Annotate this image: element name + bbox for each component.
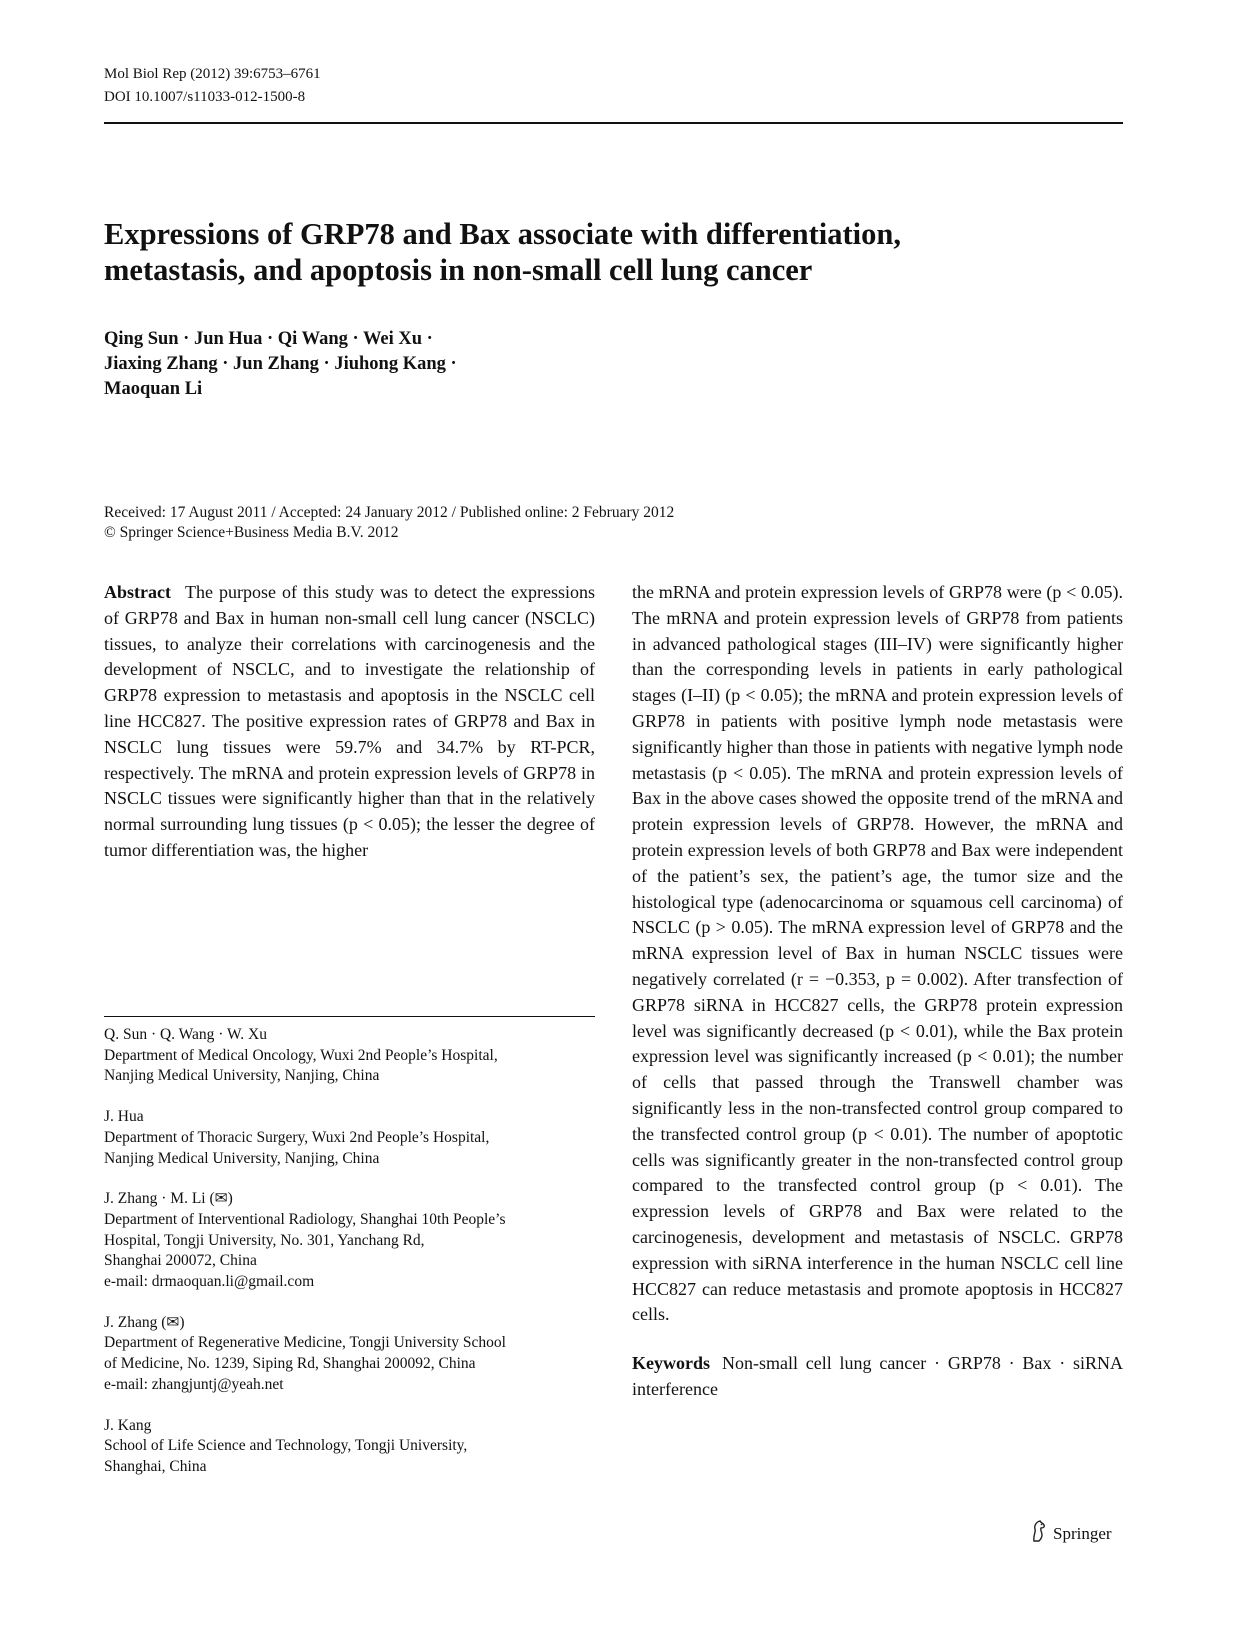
title-line-2: metastasis, and apoptosis in non-small cell lung cancer: [104, 253, 813, 287]
affiliation-line: Nanjing Medical University, Nanjing, China: [104, 1067, 380, 1085]
affiliation-line: e-mail: zhangjuntj@yeah.net: [104, 1375, 284, 1393]
keywords-text: Non-small cell lung cancer · GRP78 · Bax · siRNA interference: [632, 1353, 1123, 1399]
abstract-text-left: The purpose of this study was to detect the expressions of GRP78 and Bax in human non-small cell lung cancer (NSCLC) tissues, to analyze their correlations with carcinogenesis and the development of NSCLC, and to investigate the relationship of GRP78 expression to metastasis and apoptosis in the NSCLC cell line HCC827. The positive expression rates of GRP78 and Bax in NSCLC lung tissues were 59.7% and 34.7% by RT-PCR, respectively. The mRNA and protein expression levels of GRP78 in NSCLC tissues were significantly higher than that in the relatively normal surrounding lung tissues (p < 0.05); the lesser the degree of tumor differentiation was, the higher: [104, 582, 595, 860]
springer-logo: [1030, 1520, 1112, 1547]
affiliation-authors: J. Zhang · M. Li (✉): [104, 1190, 233, 1208]
abstract-left-column: [104, 580, 595, 864]
title-line-1: Expressions of GRP78 and Bax associate with differentiation,: [104, 217, 901, 251]
affiliation-line: Department of Medical Oncology, Wuxi 2nd People’s Hospital,: [104, 1046, 498, 1064]
affiliation-block: [104, 1313, 595, 1396]
affiliation-line: Department of Thoracic Surgery, Wuxi 2nd People’s Hospital,: [104, 1128, 490, 1146]
copyright-line: © Springer Science+Business Media B.V. 2012: [104, 524, 399, 541]
affiliations: [104, 1025, 595, 1498]
authors-line-1: Qing Sun · Jun Hua · Qi Wang · Wei Xu ·: [104, 329, 433, 349]
author-list: [104, 327, 804, 402]
affiliation-line: e-mail: drmaoquan.li@gmail.com: [104, 1273, 315, 1291]
keywords-label: Keywords: [632, 1353, 710, 1374]
affiliation-block: [104, 1107, 595, 1169]
affiliation-line: of Medicine, No. 1239, Siping Rd, Shanghai 200092, China: [104, 1355, 476, 1373]
affiliation-block: [104, 1416, 595, 1478]
affiliation-line: Department of Regenerative Medicine, Tongji University School: [104, 1334, 506, 1352]
doi: DOI 10.1007/s11033-012-1500-8: [104, 89, 306, 105]
abstract-text-right: the mRNA and protein expression levels of GRP78 were (p < 0.05). The mRNA and protein expression levels of GRP78 from patients in advanced pathological stages (III–IV) were significantly higher than the corresponding levels in patients in early pathological stages (I–II) (p < 0.05); the mRNA and protein expression levels of GRP78 in patients with positive lymph node metastasis were significantly higher than those in patients with negative lymph node metastasis (p < 0.05). The mRNA and protein expression levels of Bax in the above cases showed the opposite trend of the mRNA and protein expression levels of GRP78. However, the mRNA and protein expression levels of both GRP78 and Bax were independent of the patient’s sex, the patient’s age, the tumor size and the histological type (adenocarcinoma or squamous cell carcinoma) of NSCLC (p > 0.05). The mRNA expression level of GRP78 and the mRNA expression level of Bax in human NSCLC tissues were negatively correlated (r = −0.353, p = 0.002). After transfection of GRP78 siRNA in HCC827 cells, the GRP78 protein expression level was significantly decreased (p < 0.01), while the Bax protein expression level was significantly increased (p < 0.01); the number of cells that passed through the Transwell chamber was significantly less in the non-transfected control group compared to the transfected control group (p < 0.01). The number of apoptotic cells was significantly greater in the non-transfected control group compared to the transfected control group (p < 0.01). The expression levels of GRP78 and Bax were related to the carcinogenesis, development and metastasis of NSCLC. GRP78 expression with siRNA interference in the human NSCLC cell line HCC827 can reduce metastasis and promote apoptosis in HCC827 cells.: [632, 582, 1123, 1325]
publisher-name: Springer: [1053, 1523, 1112, 1543]
publication-dates: [104, 503, 1104, 543]
affiliation-block: [104, 1189, 595, 1293]
keywords: [632, 1351, 1123, 1403]
affiliation-line: School of Life Science and Technology, Tongji University,: [104, 1437, 468, 1455]
affiliation-line: Shanghai, China: [104, 1457, 207, 1475]
affiliation-authors: Q. Sun · Q. Wang · W. Xu: [104, 1026, 267, 1043]
authors-line-2: Jiaxing Zhang · Jun Zhang · Jiuhong Kang ·: [104, 354, 457, 374]
abstract-label: Abstract: [104, 582, 171, 602]
header-rule: [104, 122, 1123, 124]
affiliation-authors: J. Kang: [104, 1416, 152, 1434]
affiliation-rule: [104, 1016, 595, 1017]
article-title: [104, 216, 1114, 288]
journal-citation: Mol Biol Rep (2012) 39:6753–6761: [104, 66, 321, 82]
affiliation-line: Shanghai 200072, China: [104, 1252, 257, 1270]
abstract-right-column: [632, 580, 1123, 1403]
affiliation-block: [104, 1025, 595, 1087]
affiliation-authors: J. Hua: [104, 1108, 144, 1126]
affiliation-line: Department of Interventional Radiology, Shanghai 10th People’s: [104, 1210, 506, 1228]
affiliation-line: Hospital, Tongji University, No. 301, Yanchang Rd,: [104, 1231, 425, 1249]
affiliation-authors: J. Zhang (✉): [104, 1313, 185, 1331]
authors-line-3: Maoquan Li: [104, 379, 203, 399]
affiliation-line: Nanjing Medical University, Nanjing, China: [104, 1149, 380, 1167]
springer-horse-icon: [1030, 1520, 1048, 1547]
received-accepted-line: Received: 17 August 2011 / Accepted: 24 January 2012 / Published online: 2 February 2012: [104, 504, 675, 521]
